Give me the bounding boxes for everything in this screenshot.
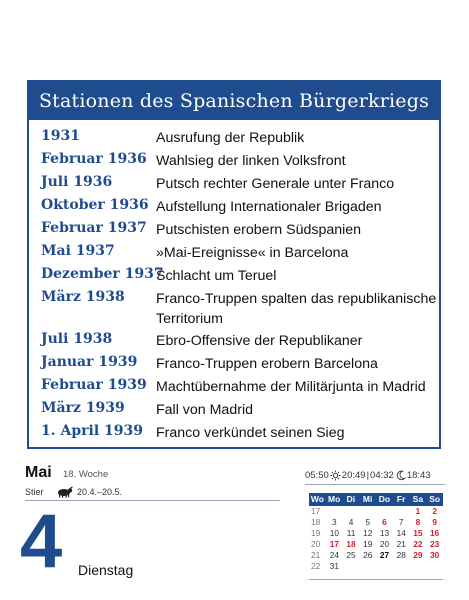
header-cell: Wo — [310, 494, 324, 504]
day-cell: 28 — [396, 550, 406, 560]
day-cell — [376, 506, 393, 517]
weekday-label: Dienstag — [78, 562, 134, 578]
event-date: Juli 1938 — [41, 331, 113, 347]
day-cell — [393, 506, 410, 517]
mini-calendar — [309, 493, 443, 572]
day-cell — [326, 506, 343, 517]
sun-icon — [330, 470, 341, 481]
week-number: 20 — [311, 539, 321, 549]
day-cell: 15 — [413, 528, 423, 538]
sunrise-time: 05:50 — [305, 470, 329, 481]
day-cell: 9 — [432, 517, 437, 527]
day-cell: 11 — [346, 528, 356, 538]
day-cell: 18 — [346, 539, 356, 549]
week-label: 18. Woche — [63, 469, 109, 480]
event-date: Mai 1937 — [41, 243, 115, 259]
calendar-rule — [309, 579, 443, 580]
calendar-row — [309, 528, 443, 539]
calendar-header — [309, 493, 443, 506]
event-date: Februar 1939 — [41, 377, 147, 393]
day-cell — [376, 561, 393, 572]
month-label: Mai — [25, 464, 52, 481]
moonset-time: 18:43 — [406, 470, 431, 481]
event-text: Putsch rechter Generale unter Franco — [156, 176, 395, 192]
day-cell: 12 — [363, 528, 373, 538]
event-date: 1. April 1939 — [41, 423, 143, 439]
week-number: 18 — [311, 517, 321, 527]
calendar-row — [309, 539, 443, 550]
day-cell: 16 — [430, 528, 440, 538]
event-text: Franco verkündet seinen Sieg — [156, 425, 345, 441]
event-text: Ausrufung der Republik — [156, 130, 305, 146]
event-text: Aufstellung Internationaler Brigaden — [156, 199, 382, 215]
header-cell: Mi — [362, 494, 373, 504]
day-cell: 14 — [396, 528, 406, 538]
day-cell — [393, 561, 410, 572]
week-number: 19 — [311, 528, 321, 538]
header-cell: Sa — [412, 494, 424, 504]
day-cell — [359, 561, 376, 572]
day-cell: 1 — [415, 506, 421, 516]
day-cell: 27 — [379, 550, 390, 560]
day-cell — [359, 506, 376, 517]
day-cell: 7 — [398, 517, 404, 527]
day-cell: 3 — [332, 517, 337, 527]
day-cell: 8 — [415, 517, 421, 527]
zodiac-dates: 20.4.–20.5. — [77, 487, 123, 497]
event-text: Schlacht um Teruel — [156, 268, 277, 284]
event-date: Oktober 1936 — [41, 197, 149, 213]
calendar-day — [0, 460, 469, 600]
day-cell: 30 — [430, 550, 440, 560]
day-cell: 24 — [329, 550, 339, 560]
event-text: Franco-Truppen spalten das republikanische Territorium — [156, 291, 437, 327]
day-cell: 25 — [346, 550, 356, 560]
zodiac-name: Stier — [25, 487, 44, 497]
event-date: Februar 1936 — [41, 151, 147, 167]
header-cell: Mo — [327, 494, 341, 504]
zodiac-row — [25, 486, 280, 501]
day-number: 4 — [20, 499, 63, 584]
event-text: Machtübernahme der Militärjunta in Madrid — [156, 379, 426, 395]
event-text: Fall von Madrid — [156, 402, 253, 418]
day-cell: 5 — [365, 517, 371, 527]
event-text: Wahlsieg der linken Volksfront — [156, 153, 346, 169]
sun-moon-row — [305, 470, 445, 485]
day-cell — [410, 561, 427, 572]
moonrise-time: 04:32 — [370, 470, 394, 481]
calendar-row — [309, 517, 443, 528]
bull-icon — [55, 486, 73, 498]
day-cell — [343, 561, 360, 572]
info-box — [27, 80, 441, 449]
day-cell — [343, 506, 360, 517]
event-text: Putschisten erobern Südspanien — [156, 222, 362, 238]
day-cell: 17 — [329, 539, 339, 549]
calendar-row — [309, 506, 443, 517]
day-cell: 20 — [379, 539, 390, 549]
day-cell: 22 — [413, 539, 423, 549]
header-cell: So — [429, 494, 441, 504]
event-date: Juli 1936 — [41, 174, 113, 190]
week-number: 22 — [311, 561, 321, 571]
event-date: Februar 1937 — [41, 220, 147, 236]
day-cell: 26 — [363, 550, 373, 560]
day-cell: 6 — [382, 517, 387, 527]
day-cell — [426, 561, 443, 572]
box-title: Stationen des Spanischen Bürgerkriegs — [29, 82, 439, 120]
event-text: »Mai-Ereignisse« in Barcelona — [156, 245, 349, 261]
day-cell: 31 — [329, 561, 339, 571]
day-cell: 21 — [396, 539, 406, 549]
event-date: März 1938 — [41, 289, 125, 305]
week-number: 17 — [311, 506, 321, 516]
event-date: 1931 — [41, 128, 80, 144]
day-cell: 2 — [432, 506, 437, 516]
day-cell: 4 — [348, 517, 354, 527]
separator: | — [366, 470, 370, 481]
day-cell: 19 — [363, 539, 373, 549]
header-cell: Di — [346, 494, 356, 504]
event-date: März 1939 — [41, 400, 125, 416]
event-text: Franco-Truppen erobern Barcelona — [156, 356, 378, 372]
calendar-row — [309, 561, 443, 572]
sunset-time: 20:49 — [341, 470, 366, 481]
event-date: Dezember 1937 — [41, 266, 164, 282]
event-text: Ebro-Offensive der Republikaner — [156, 333, 363, 349]
header-cell: Do — [378, 494, 391, 504]
day-cell: 13 — [379, 528, 390, 538]
moon-icon — [395, 470, 406, 481]
event-date: Januar 1939 — [41, 354, 138, 370]
day-cell: 23 — [430, 539, 440, 549]
calendar-row — [309, 550, 443, 561]
week-number: 21 — [311, 550, 321, 560]
header-cell: Fr — [396, 494, 406, 504]
day-cell: 10 — [329, 528, 339, 538]
day-cell: 29 — [413, 550, 423, 560]
